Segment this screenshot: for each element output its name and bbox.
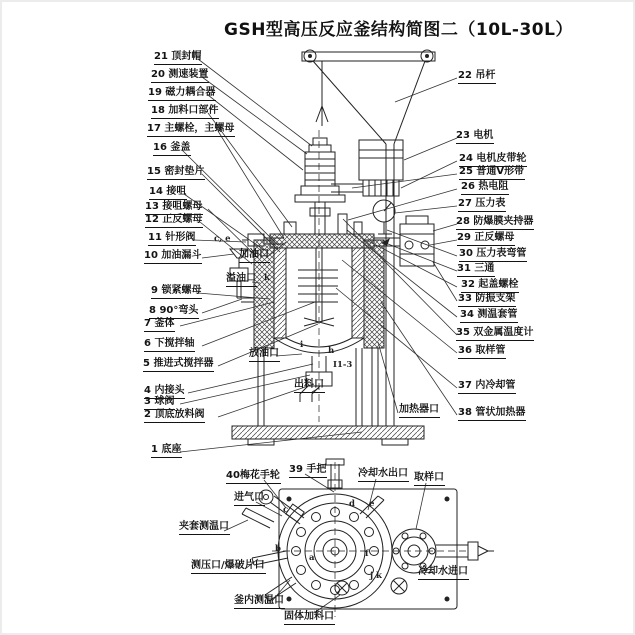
part-label-right: 31 三通 [457,264,495,277]
letter-mark: a [309,553,315,563]
part-label-right: 28 防爆膜夹持器 [456,217,534,230]
letter-mark: j k [370,571,382,581]
part-label-right: 24 电机皮带轮 [459,154,527,167]
part-label-left: 7 釜体 [144,319,175,332]
part-label-right: 23 电机 [456,131,494,144]
reactor-schematic-drawing [2,2,635,635]
letter-mark: k [264,273,270,283]
part-label-left: 18 加料口部件 [151,106,219,119]
port-label: 加油口 [239,250,270,263]
part-label-left: 19 磁力耦合器 [148,88,216,101]
part-label-right: 30 压力表弯管 [459,249,527,262]
letter-mark: c [283,505,289,515]
part-label-left: 14 接咀 [149,187,187,200]
part-label-left: 16 釜盖 [153,143,191,156]
part-label-left: 15 密封垫片 [147,167,205,180]
part-label-right: 33 防振支架 [458,294,516,307]
port-label: 冷却水进口 [418,567,469,580]
port-label: 测压口/爆破片口 [191,561,266,574]
part-label-right: 27 压力表 [458,199,506,212]
part-label-left: 21 顶封帽 [154,52,202,65]
port-label: 放油口 [249,349,280,362]
part-label-right: 38 管状加热器 [458,408,526,421]
part-label-left: 13 接咀螺母 [145,202,203,215]
part-label-left: 2 顶底放料阀 [144,410,205,423]
part-label-right: 22 吊杆 [458,71,496,84]
letter-mark: b [275,544,281,554]
port-label: 进气口 [234,493,265,506]
part-label-right: 32 起盖螺栓 [461,280,519,293]
letter-mark: i [300,340,304,350]
letter-mark: h [328,346,335,356]
part-label-right: 29 正反螺母 [457,233,515,246]
port-label: 40梅花手轮 [226,471,281,484]
part-label-left: 17 主螺栓，主螺母 [147,124,235,137]
part-label-left: 11 针形阀 [148,233,196,246]
part-label-left: 12 正反螺母 [145,215,203,228]
port-label: 釜内测温口 [234,596,285,609]
part-label-right: 37 内冷却管 [458,381,516,394]
port-label: 39 手把 [289,465,327,478]
part-label-right: 25 普通V形带 [459,167,525,180]
letter-mark: e [369,499,375,509]
part-label-left: 9 锁紧螺母 [151,286,202,299]
part-label-left: 4 内接头 [144,386,185,399]
letter-mark: I1-3 [333,360,353,370]
part-label-left: 8 90°弯头 [149,306,199,319]
port-label: 夹套测温口 [179,522,230,535]
part-label-left: 1 底座 [151,445,182,458]
letter-mark: f [365,549,369,559]
part-label-right: 26 热电阻 [461,182,509,195]
port-label: 出料口 [294,380,325,393]
port-label: 溢油口 [226,274,257,287]
part-label-right: 34 测温套管 [460,310,518,323]
port-label: 加热器口 [399,405,440,418]
part-label-left: 5 推进式搅拌器 [143,359,214,372]
part-label-left: 3 球阀 [144,397,175,410]
letter-mark: c, e [214,234,231,244]
part-label-left: 20 测速装置 [151,70,209,83]
port-label: 固体加料口 [284,612,335,625]
part-label-right: 35 双金属温度计 [456,328,534,341]
part-label-right: 36 取样管 [458,346,506,359]
letter-mark: d [349,499,355,509]
port-label: 冷却水出口 [358,469,409,482]
part-label-left: 6 下搅拌轴 [144,339,195,352]
diagram-title: GSH型高压反应釜结构简图二（10L-30L） [224,20,573,40]
part-label-left: 10 加油漏斗 [144,251,202,264]
port-label: 取样口 [414,473,445,486]
